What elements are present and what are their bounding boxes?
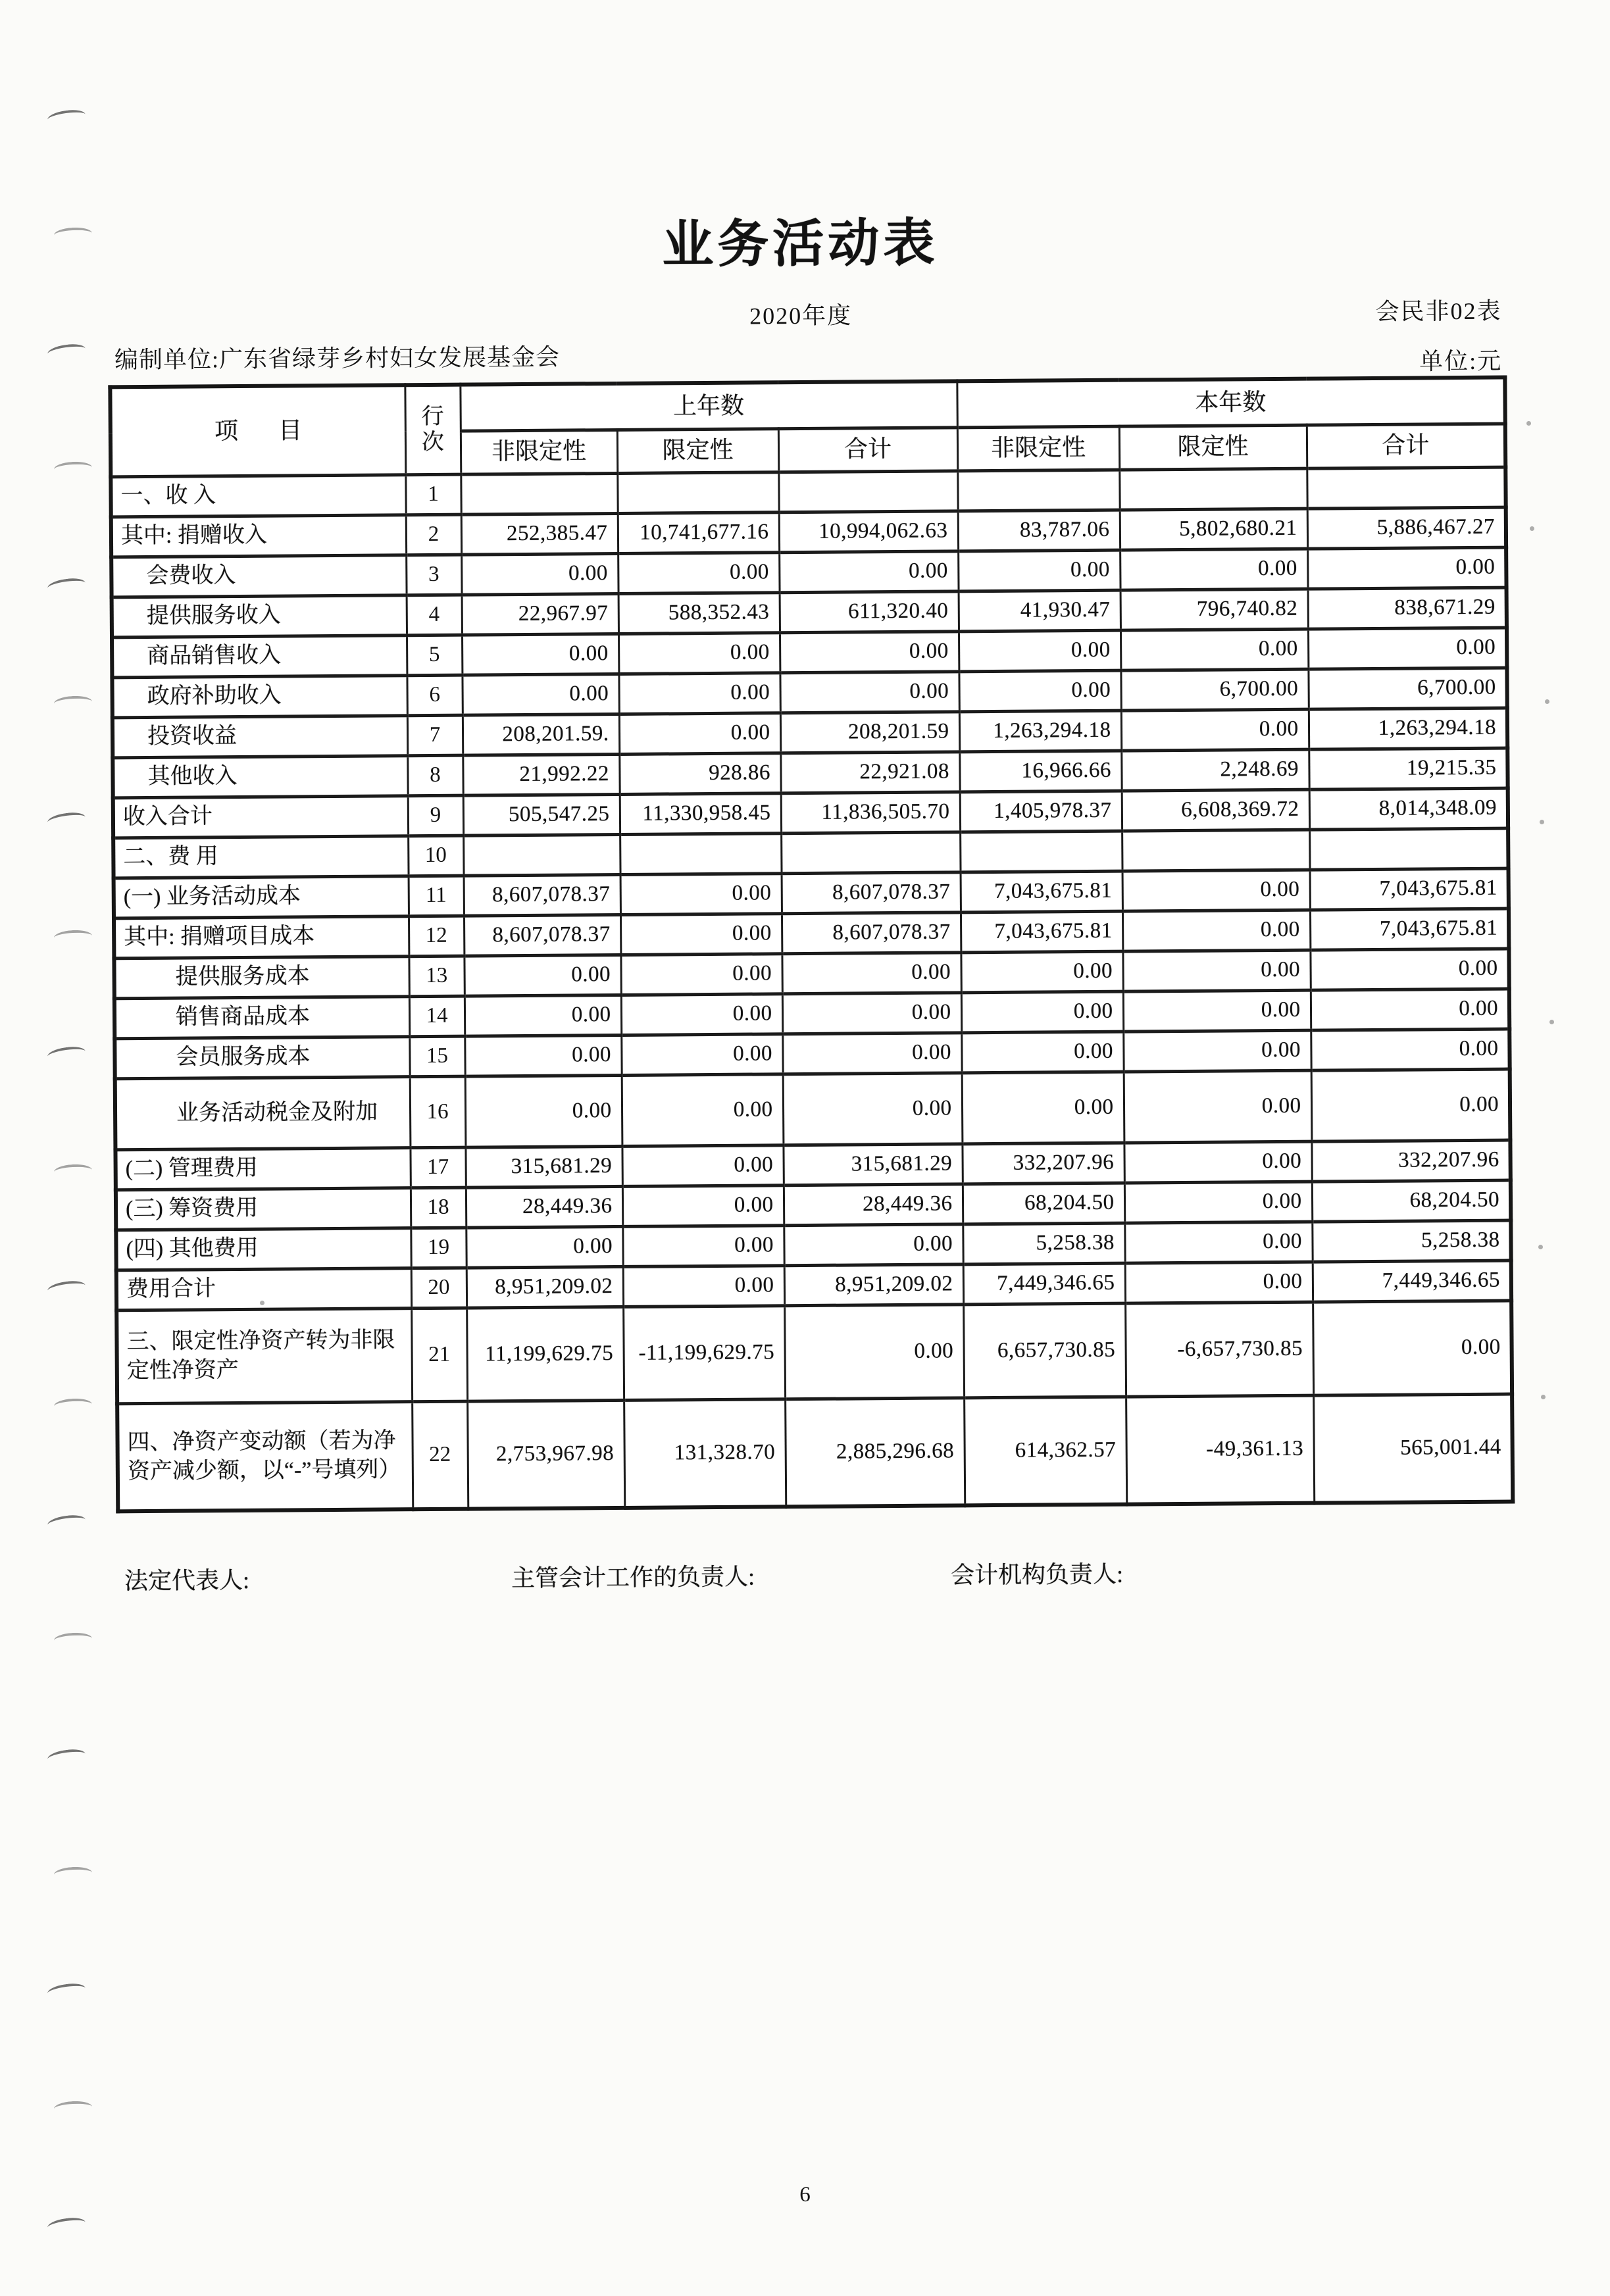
cell-value: 0.00: [1124, 1182, 1312, 1223]
row-label: 一、收 入: [111, 474, 405, 516]
cell-value: 0.00: [1311, 1029, 1509, 1070]
cell-value: 0.00: [961, 1032, 1123, 1073]
form-code: 会民非02表: [1375, 297, 1502, 325]
cell-value: 5,258.38: [1312, 1220, 1511, 1262]
cell-value: 611,320.40: [780, 591, 959, 632]
cell-value: 6,657,730.85: [963, 1303, 1126, 1398]
row-label: 四、净资产变动额（若为净资产减少额，以“-”号填列）: [117, 1401, 413, 1511]
cell-value: 0.00: [464, 955, 620, 996]
row-line-number: 17: [410, 1147, 465, 1188]
row-line-number: 2: [406, 514, 461, 555]
row-line-number: 20: [411, 1268, 466, 1309]
cell-value: 0.00: [466, 1226, 622, 1268]
cell-value: 315,681.29: [465, 1146, 622, 1187]
business-activity-table: [108, 376, 1515, 1514]
cell-value: 0.00: [1122, 870, 1310, 911]
cell-value: [1309, 828, 1508, 870]
row-label: 提供服务收入: [112, 595, 407, 637]
row-label: (二) 管理费用: [115, 1147, 410, 1189]
row-label: 提供服务成本: [114, 956, 409, 998]
cell-value: -49,361.13: [1126, 1395, 1314, 1505]
cell-value: 22,967.97: [462, 593, 618, 635]
cell-value: 0.00: [621, 1034, 782, 1075]
cell-value: 0.00: [465, 995, 621, 1036]
cell-value: 0.00: [619, 712, 780, 754]
row-line-number: 15: [409, 1036, 465, 1077]
scan-speck: [1530, 526, 1534, 531]
scan-speck: [1549, 1020, 1554, 1024]
cell-value: 7,043,675.81: [961, 871, 1122, 912]
row-label: 收入合计: [113, 795, 408, 837]
row-line-number: 8: [407, 755, 463, 796]
cell-value: 7,449,346.65: [963, 1263, 1125, 1305]
cell-value: 208,201.59.: [463, 714, 619, 755]
cell-value: 0.00: [621, 993, 782, 1035]
cell-value: 21,992.22: [463, 754, 619, 795]
row-label: (一) 业务活动成本: [114, 876, 409, 918]
cell-value: 1,263,294.18: [1309, 708, 1507, 749]
cell-value: 315,681.29: [783, 1143, 962, 1185]
legal-representative-label: 法定代表人:: [124, 1566, 250, 1595]
row-line-number: 11: [409, 876, 464, 916]
cell-value: 838,671.29: [1308, 587, 1507, 629]
cell-value: 22,921.08: [780, 751, 959, 793]
cell-value: [617, 472, 778, 513]
cell-value: [778, 470, 957, 512]
col-header-item: 项 目: [110, 385, 405, 476]
row-label: 会员服务成本: [114, 1036, 409, 1078]
row-line-number: 19: [411, 1228, 466, 1268]
cell-value: [1122, 830, 1309, 871]
cell-value: 8,607,078.37: [464, 874, 620, 916]
cell-value: 19,215.35: [1309, 748, 1507, 789]
cell-value: [463, 834, 620, 876]
cell-value: 0.00: [782, 1032, 961, 1074]
col-header-curr-restricted: 限定性: [1119, 425, 1307, 470]
cell-value: [461, 473, 617, 514]
cell-value: 16,966.66: [959, 751, 1121, 792]
page-title: 业务活动表: [662, 214, 939, 274]
cell-value: 8,607,078.37: [464, 914, 620, 956]
cell-value: 11,330,958.45: [620, 793, 781, 834]
col-header-prev-total: 合计: [778, 427, 957, 472]
cell-value: 11,199,629.75: [466, 1307, 624, 1401]
cell-value: 0.00: [1124, 1141, 1311, 1183]
cell-value: 0.00: [1122, 950, 1310, 991]
row-label: 政府补助收入: [112, 675, 407, 717]
row-label: (三) 筹资费用: [116, 1187, 411, 1230]
row-line-number: 14: [409, 996, 465, 1037]
cell-value: 0.00: [779, 551, 958, 592]
row-label: 投资收益: [113, 715, 407, 757]
row-label: 费用合计: [116, 1268, 411, 1310]
scan-speck: [260, 1301, 264, 1305]
cell-value: 2,753,967.98: [467, 1400, 624, 1509]
cell-value: 28,449.36: [784, 1184, 963, 1225]
cell-value: 0.00: [1120, 549, 1307, 590]
currency-unit-label: 单位:元: [1419, 347, 1503, 375]
cell-value: 41,930.47: [959, 590, 1120, 632]
cell-value: 2,248.69: [1121, 749, 1309, 791]
col-header-curr-unrestricted: 非限定性: [957, 426, 1119, 471]
cell-value: 8,951,209.02: [466, 1266, 623, 1308]
cell-value: 5,802,680.21: [1120, 509, 1307, 550]
cell-value: 10,994,062.63: [779, 511, 958, 552]
table-row: [116, 1301, 1512, 1404]
row-label: 会费收入: [111, 555, 406, 597]
cell-value: 8,607,078.37: [782, 872, 961, 913]
line-no-char-1: 行: [421, 404, 444, 430]
cell-value: 1,263,294.18: [959, 711, 1121, 752]
page-number: 6: [799, 2183, 811, 2207]
row-line-number: 10: [408, 836, 463, 876]
cell-value: 0.00: [1310, 949, 1509, 990]
signature-row: [5, 1552, 1610, 1595]
cell-value: 0.00: [1311, 1069, 1511, 1141]
cell-value: 0.00: [623, 1265, 784, 1307]
row-label: 业务活动税金及附加: [115, 1076, 411, 1149]
cell-value: 0.00: [618, 552, 779, 593]
cell-value: 565,001.44: [1313, 1394, 1513, 1503]
accounting-supervisor-label: 主管会计工作的负责人:: [511, 1563, 755, 1592]
row-line-number: 9: [408, 795, 463, 836]
cell-value: [781, 832, 960, 873]
prepared-by-unit: 编制单位:广东省绿芽乡村妇女发展基金会: [114, 343, 561, 374]
cell-value: 2,885,296.68: [785, 1397, 965, 1507]
row-label: 三、限定性净资产转为非限定性净资产: [116, 1308, 412, 1403]
cell-value: 928.86: [619, 753, 780, 794]
cell-value: 0.00: [465, 1035, 621, 1076]
cell-value: 0.00: [618, 672, 780, 714]
cell-value: 332,207.96: [962, 1143, 1124, 1184]
cell-value: 0.00: [1308, 628, 1507, 669]
cell-value: 1,405,978.37: [960, 791, 1122, 832]
accounting-agency-head-label: 会计机构负责人:: [950, 1560, 1124, 1589]
cell-value: 0.00: [618, 632, 780, 674]
cell-value: 0.00: [782, 992, 961, 1034]
cell-value: 252,385.47: [461, 513, 618, 555]
cell-value: 0.00: [1123, 1030, 1311, 1072]
cell-value: 0.00: [961, 991, 1123, 1033]
cell-value: 0.00: [1123, 990, 1311, 1032]
cell-value: 0.00: [462, 634, 618, 675]
row-line-number: 16: [410, 1076, 466, 1148]
cell-value: 7,043,675.81: [961, 911, 1122, 953]
fiscal-year: 2020年度: [749, 302, 853, 330]
scan-speck: [1538, 1245, 1543, 1249]
col-header-curr-total: 合计: [1307, 424, 1505, 468]
row-line-number: 4: [407, 595, 462, 636]
cell-value: 0.00: [462, 674, 618, 715]
cell-value: 83,787.06: [958, 510, 1120, 551]
cell-value: 796,740.82: [1120, 589, 1308, 630]
row-line-number: 1: [405, 474, 461, 515]
cell-value: 0.00: [620, 913, 782, 955]
cell-value: -6,657,730.85: [1125, 1302, 1313, 1397]
cell-value: 208,201.59: [780, 711, 959, 753]
cell-value: [957, 470, 1119, 511]
cell-value: 7,449,346.65: [1313, 1260, 1511, 1302]
cell-value: [1307, 467, 1505, 509]
row-label: 其中: 捐赠收入: [111, 514, 406, 557]
table-body: [111, 467, 1513, 1512]
cell-value: 6,700.00: [1120, 669, 1308, 711]
row-label: 其他收入: [113, 755, 407, 797]
cell-value: 0.00: [959, 670, 1120, 712]
row-label: 二、费 用: [113, 836, 408, 878]
cell-value: 0.00: [959, 630, 1120, 672]
cell-value: 7,043,675.81: [1310, 868, 1509, 910]
col-header-prev-restricted: 限定性: [617, 428, 778, 473]
row-line-number: 3: [406, 555, 461, 595]
col-header-prev-unrestricted: 非限定性: [461, 430, 617, 474]
cell-value: 0.00: [780, 631, 959, 672]
row-label: (四) 其他费用: [116, 1228, 411, 1270]
cell-value: [960, 831, 1122, 872]
cell-value: 0.00: [784, 1304, 964, 1399]
cell-value: 68,204.50: [963, 1183, 1124, 1224]
cell-value: 6,608,369.72: [1122, 789, 1309, 831]
cell-value: 0.00: [961, 951, 1122, 993]
cell-value: 5,886,467.27: [1307, 507, 1506, 549]
cell-value: [620, 833, 781, 874]
row-line-number: 6: [407, 675, 462, 716]
cell-value: 0.00: [461, 553, 618, 595]
col-header-prev-year: 上年数: [460, 381, 957, 430]
cell-value: 8,607,078.37: [782, 912, 961, 953]
cell-value: 68,204.50: [1312, 1180, 1511, 1222]
cell-value: 614,362.57: [964, 1397, 1126, 1506]
cell-value: 0.00: [1313, 1301, 1512, 1395]
line-no-char-2: 次: [421, 430, 445, 455]
col-header-line-no: [405, 385, 461, 475]
cell-value: 7,043,675.81: [1310, 909, 1509, 950]
row-line-number: 5: [407, 635, 462, 676]
cell-value: 5,258.38: [963, 1223, 1124, 1264]
cell-value: 0.00: [1307, 547, 1506, 589]
table-row: [117, 1394, 1513, 1512]
col-header-curr-year: 本年数: [957, 378, 1505, 428]
cell-value: 0.00: [622, 1225, 784, 1266]
cell-value: 0.00: [622, 1145, 783, 1186]
cell-value: 0.00: [1124, 1222, 1312, 1263]
scan-speck: [1526, 421, 1531, 426]
scan-speck: [1541, 1395, 1546, 1399]
cell-value: 0.00: [780, 671, 959, 712]
scan-speck: [1545, 699, 1549, 704]
cell-value: 505,547.25: [463, 794, 620, 836]
row-line-number: 12: [409, 916, 464, 957]
cell-value: 0.00: [783, 1072, 963, 1145]
row-line-number: 7: [407, 715, 463, 756]
row-line-number: 13: [409, 956, 464, 997]
cell-value: 0.00: [622, 1185, 784, 1226]
cell-value: 8,014,348.09: [1309, 788, 1508, 830]
cell-value: 0.00: [962, 1072, 1124, 1144]
cell-value: 0.00: [1120, 629, 1308, 670]
table-row: [115, 1069, 1511, 1150]
cell-value: 0.00: [1124, 1070, 1312, 1143]
cell-value: 0.00: [620, 953, 782, 995]
cell-value: 588,352.43: [618, 592, 780, 634]
scan-speck: [1540, 820, 1544, 824]
cell-value: 8,951,209.02: [784, 1264, 963, 1305]
cell-value: 0.00: [958, 550, 1120, 591]
cell-value: 0.00: [622, 1074, 784, 1146]
cell-value: 0.00: [784, 1224, 963, 1265]
cell-value: 6,700.00: [1308, 668, 1507, 709]
cell-value: 0.00: [1121, 709, 1309, 751]
cell-value: -11,199,629.75: [623, 1305, 785, 1400]
cell-value: 11,836,505.70: [781, 791, 960, 833]
cell-value: 131,328.70: [624, 1399, 786, 1508]
row-label: 商品销售收入: [112, 635, 407, 677]
cell-value: 0.00: [620, 873, 782, 914]
cell-value: 0.00: [1125, 1262, 1313, 1303]
cell-value: 0.00: [1122, 910, 1310, 951]
row-line-number: 21: [411, 1308, 467, 1402]
cell-value: 0.00: [782, 952, 961, 993]
cell-value: 10,741,677.16: [618, 512, 779, 553]
row-label: 其中: 捐赠项目成本: [114, 916, 409, 958]
row-line-number: 22: [412, 1401, 468, 1510]
cell-value: 28,449.36: [466, 1186, 622, 1228]
cell-value: 0.00: [1311, 989, 1509, 1030]
row-line-number: 18: [411, 1187, 466, 1228]
cell-value: 332,207.96: [1311, 1140, 1510, 1182]
cell-value: [1119, 468, 1307, 510]
cell-value: 0.00: [465, 1075, 622, 1147]
row-label: 销售商品成本: [114, 996, 409, 1038]
